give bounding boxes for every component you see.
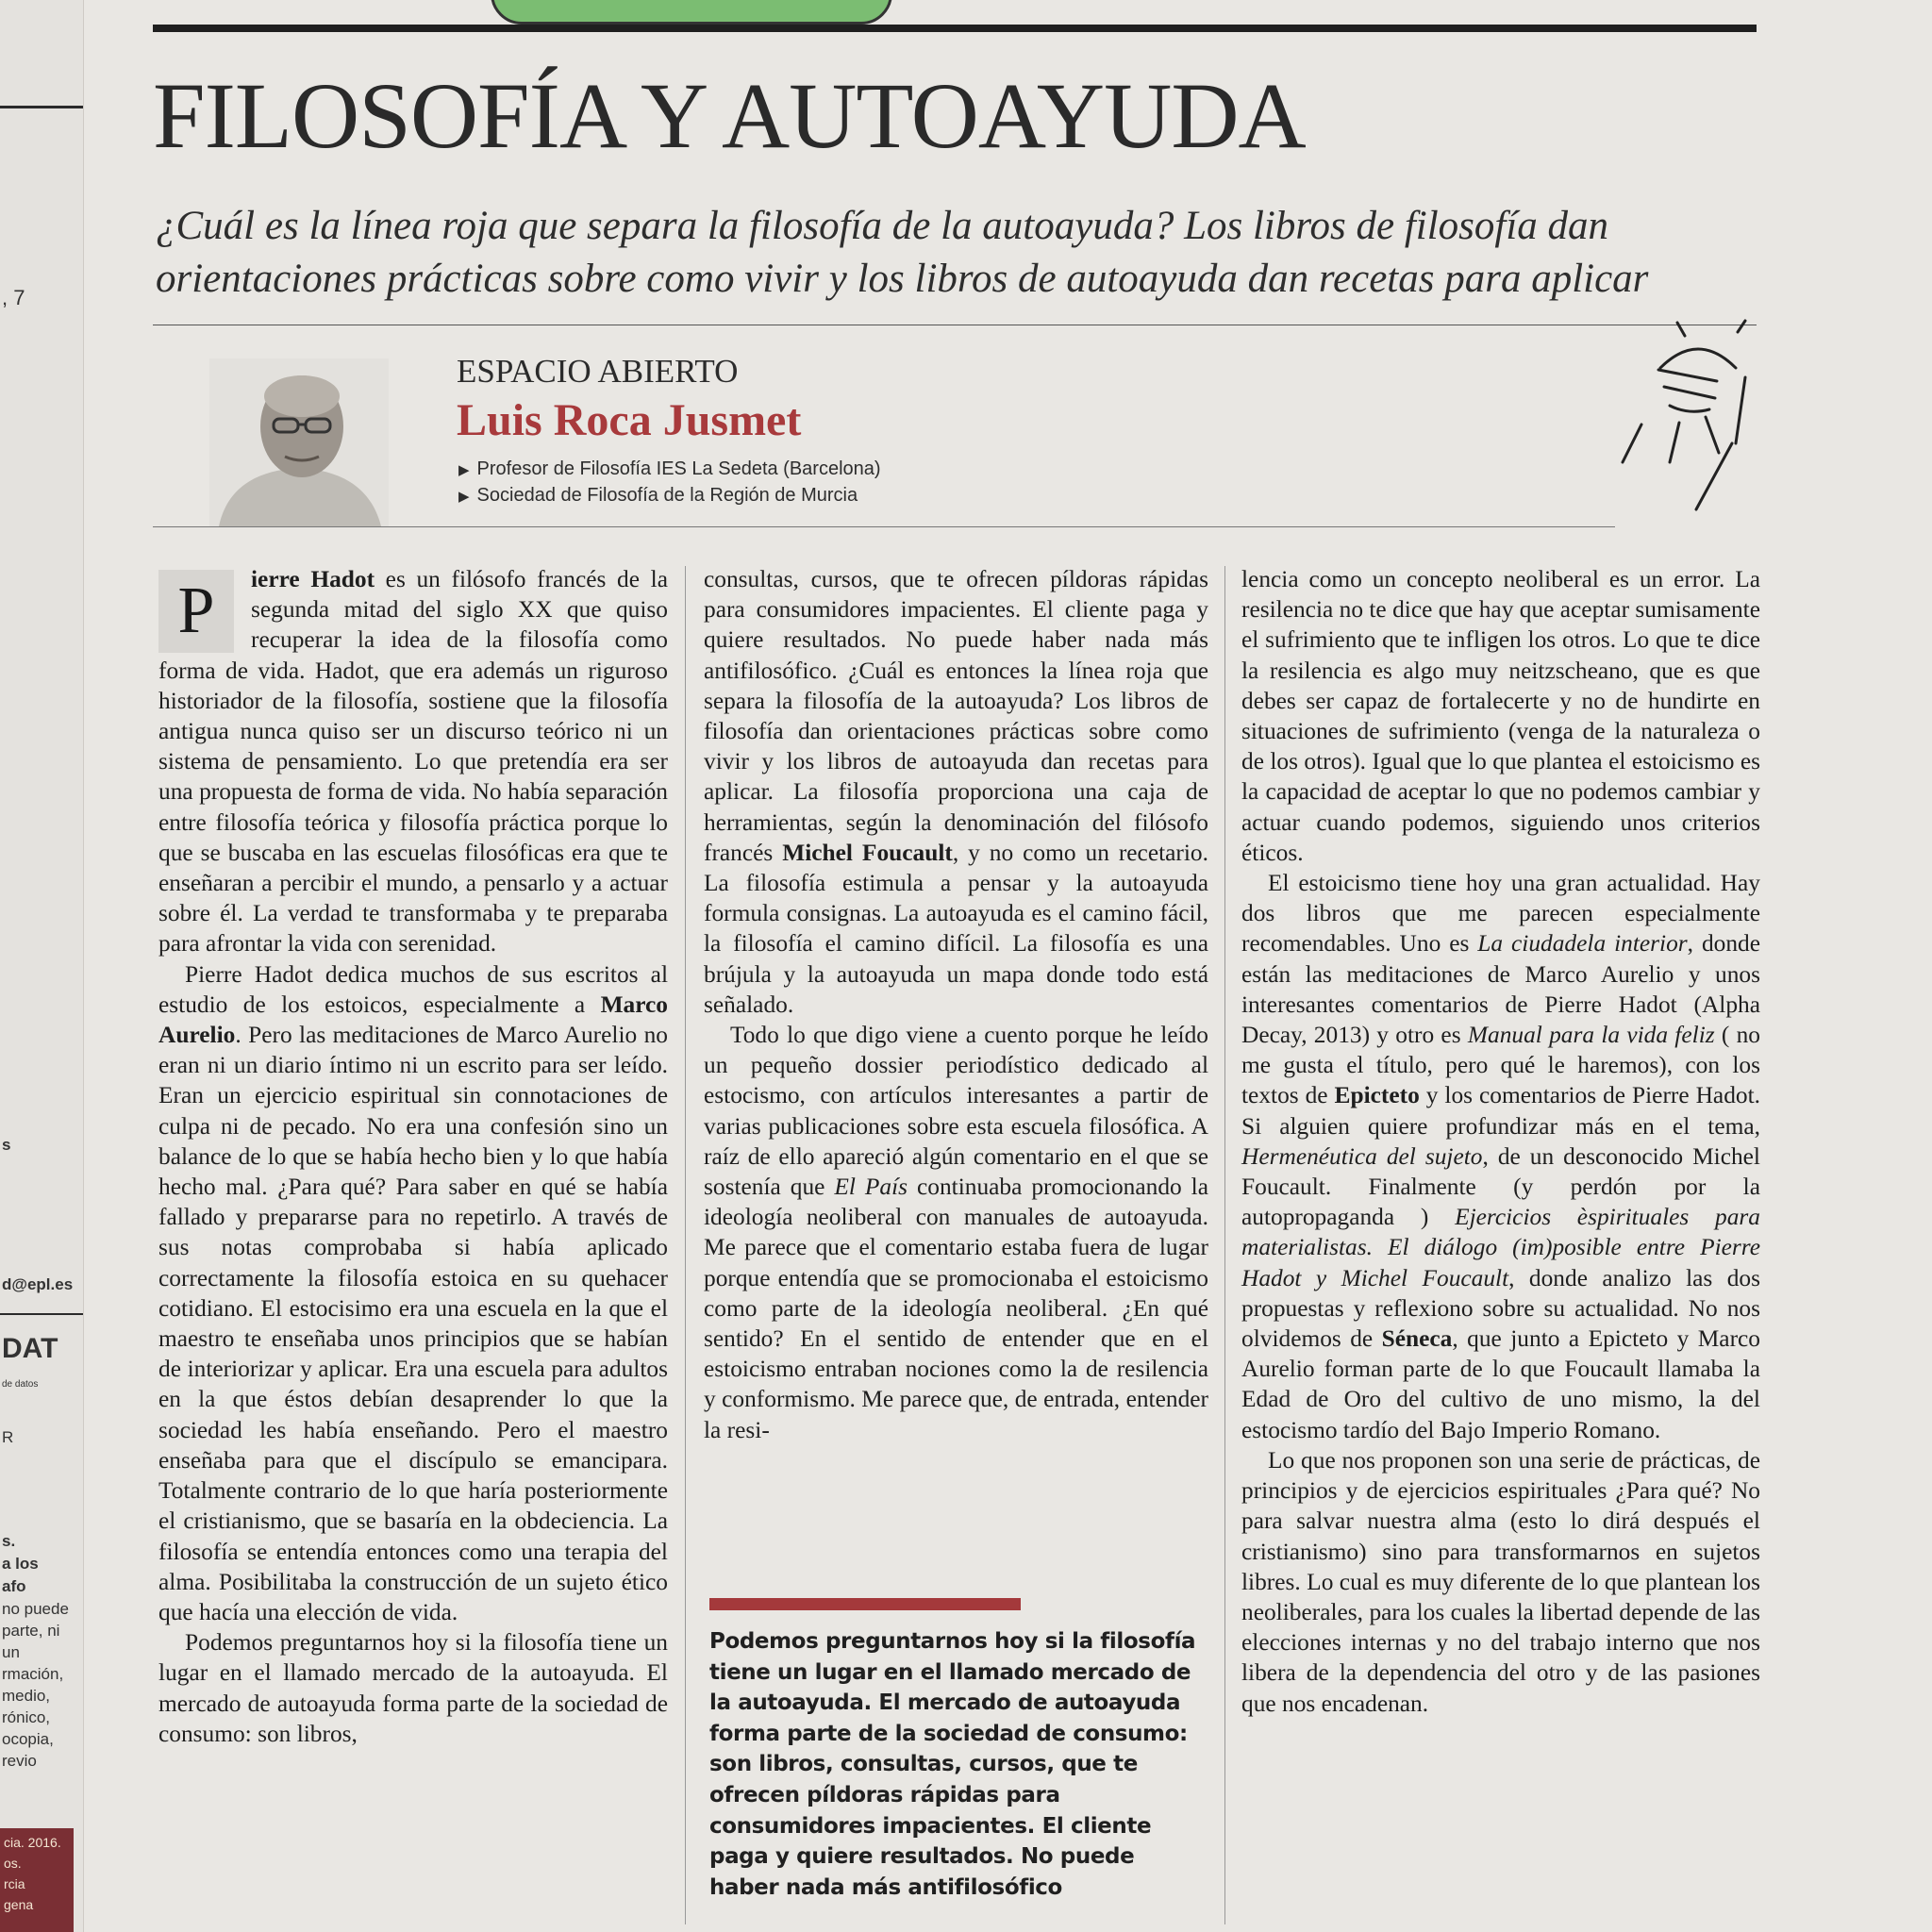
neighbor-logo-text: DAT <box>2 1333 58 1364</box>
author-bio-line <box>458 458 881 480</box>
publication-title: El País <box>834 1174 908 1201</box>
bio-text: Sociedad de Filosofía de la Región de Murcia <box>476 485 858 506</box>
neighbor-fragment: afo <box>2 1577 26 1595</box>
person-name: Séneca <box>1381 1325 1453 1353</box>
paragraph-text: , que junto a Epicteto y Marco Aurelio forman parte de lo que Foucault llamaba la Edad de Oro del cultivo de uno mismo, la del estocismo tardío del Bajo Imperio Romano. <box>1241 1325 1761 1443</box>
article-paragraph: Lo que nos proponen son una serie de prácticas, de principios y de ejercicios espirituales ¿Para qué? No para salvar nuestra alma (esto lo dirá después el cristianismo) sino para transformarnos en sujetos libres. Lo cual es muy diferente de lo que plantean los neoliberales, para los cuales la libertad depende de las elecciones internas y no del trabajo interno que nos libera de la dependencia del otro y de las pasiones que nos encadenan. <box>1241 1446 1760 1717</box>
drop-cap: P <box>158 570 234 653</box>
paragraph-text: continuaba promocionando la ideología neoliberal con manuales de autoayuda. Me parece que el comentario estaba fuera de lugar porque entendía que se promocionaba el estoicismo como parte de la ideología neoliberal. ¿En qué sentido? En el sentido de entender que en el estoicismo entraban nociones como la de resilencia y conformismo. Me parece que, de entrada, entender la resi- <box>704 1174 1208 1443</box>
neighbor-fragment: parte, ni <box>2 1622 60 1640</box>
neighbor-footer-line: os. <box>4 1856 22 1871</box>
book-title: Hermenéutica del sujeto <box>1241 1142 1483 1170</box>
neighbor-fragment: a los <box>2 1555 39 1573</box>
neighbor-fragment: , 7 <box>2 286 25 309</box>
article-paragraph <box>158 564 668 959</box>
article-column-3 <box>1241 564 1760 1719</box>
neighbor-footer-line: gena <box>4 1897 34 1912</box>
paragraph-text: ( no me gusta el título, pero qué le haremos), con los textos de <box>1241 1022 1760 1109</box>
person-name: Marco Aurelio <box>158 991 668 1049</box>
author-name: Luis Roca Jusmet <box>457 395 802 445</box>
neighbor-fragment: s. <box>2 1532 16 1550</box>
neighbor-fragment: rónico, <box>2 1708 51 1726</box>
paragraph-text: . Pero las meditaciones de Marco Aurelio no eran ni un diario íntimo ni un escrito para ser leído. Eran un ejercicio espiritual sin connotaciones de culpa ni de pecado. No era una confesión sino un balance de lo que se había hecho bien y lo que había hecho mal. ¿Para qué? Para saber en qué se había fallado y prepararse para no repetirlo. A través de sus notas comprobaba si había aplicado correctamente la filosofía estoica en su quehacer cotidiano. El estocisimo era una escuela en la que el maestro te enseñaba unos principios que se habían de interiorizar y aplicar. Era una escuela para adultos en la que éstos debían desaprender lo que la sociedad les había enseñando. Pero el maestro enseñaba para que el discípulo se emancipara. Totalmente contrario de lo que haría posteriormente el cristianismo, que se basaría en la obdeciencia. La filosofía se entendía entonces como una terapia del alma. Posibilitaba la construcción de un sujeto ético que hacía una elección de vida. <box>158 1022 668 1625</box>
author-bio-line <box>458 485 858 507</box>
neighbor-fragment: s <box>2 1136 11 1154</box>
thinker-sketch-icon <box>1604 311 1764 519</box>
article-paragraph <box>704 564 1208 1020</box>
pullquote-accent-bar <box>709 1598 1021 1610</box>
article-paragraph: lencia como un concepto neoliberal es un error. La resilencia no te dice que hay que aceptar sumisamente el sufrimiento que te infligen los otros. Lo que te dice la resilencia es algo muy neitzscheano, que es que debes ser capaz de fortalecerte y no de hundirte en situaciones de sufrimiento (venga de la naturaleza o de los otros). Igual que lo que plantea el estoicismo es la capacidad de aceptar lo que no podemos cambiar y actuar cuando podemos, siguiendo unos criterios éticos. <box>1241 566 1760 866</box>
bio-text: Profesor de Filosofía IES La Sedeta (Barcelona) <box>476 458 881 479</box>
article-paragraph <box>704 1020 1208 1445</box>
paragraph-text: El estoicismo tiene hoy una gran actualidad. Hay dos libros que me parecen especialmente recomendables. Uno es <box>1241 870 1760 958</box>
article-column-2 <box>704 564 1208 1445</box>
neighbor-rule <box>0 106 83 108</box>
article-paragraph <box>1241 868 1760 1445</box>
paragraph-text: , de un desconocido Michel Foucault. Finalmente (y perdón por la autopropaganda ) <box>1241 1142 1760 1231</box>
article-column-1 <box>158 564 668 1749</box>
triangle-bullet-icon: ▶ <box>458 489 470 505</box>
neighbor-column-strip <box>0 0 84 1932</box>
book-title: Ejercicios èspirituales para materialistas. El diálogo (im)posible entre Pierre Hadot y Michel Foucault <box>1241 1204 1760 1291</box>
author-photo <box>209 358 389 526</box>
paragraph-text: , donde están las meditaciones de Marco Aurelio y unos interesantes comentarios de Pierre Hadot (Alpha Decay, 2013) y otro es <box>1241 930 1760 1049</box>
column-divider <box>685 566 686 1924</box>
book-title: La ciudadela interior <box>1477 930 1688 958</box>
cartoon-edge <box>491 0 892 25</box>
neighbor-footer-line: cia. 2016. <box>4 1835 61 1850</box>
article-paragraph <box>158 959 668 1627</box>
neighbor-fragment: ocopia, <box>2 1730 54 1748</box>
paragraph-text: Pierre Hadot dedica muchos de sus escritos al estudio de los estoicos, especialmente a <box>158 960 668 1018</box>
subheadline: ¿Cuál es la línea roja que separa la filosofía de la autoayuda? Los libros de filosofía dan orientaciones prácticas sobre como vivir y los libros de autoayuda dan recetas para aplicar <box>156 204 1649 301</box>
article-paragraph: Podemos preguntarnos hoy si la filosofía tiene un lugar en el llamado mercado de la autoayuda. El mercado de autoayuda forma parte de la sociedad de consumo: son libros, <box>158 1629 668 1747</box>
neighbor-fragment: revio <box>2 1752 37 1770</box>
paragraph-text: , donde analizo las dos propuestas y reflexiono sobre su actualidad. No nos olvidemos de <box>1241 1264 1760 1353</box>
paragraph-text: y los comentarios de Pierre Hadot. Si alguien quiere profundizar más en el tema, <box>1241 1082 1760 1140</box>
section-kicker: ESPACIO ABIERTO <box>457 353 739 390</box>
byline-rule <box>153 526 1615 527</box>
neighbor-fragment: de datos <box>2 1379 39 1390</box>
headline: FILOSOFÍA Y AUTOAYUDA <box>153 63 1306 168</box>
paragraph-text: , y no como un recetario. La filosofía estimula a pensar y la autoayuda formula consignas. La autoayuda es el camino fácil, la filosofía el camino difícil. La filosofía es una brújula y la autoayuda un mapa donde todo está señalado. <box>704 839 1208 1018</box>
top-rule <box>153 25 1757 32</box>
column-divider <box>1224 566 1225 1924</box>
book-title: Manual para la vida feliz <box>1467 1022 1715 1049</box>
neighbor-footer-box <box>0 1828 74 1932</box>
neighbor-footer-line: rcia <box>4 1876 25 1891</box>
pullquote: Podemos preguntarnos hoy si la filosofía tiene un lugar en el llamado mercado de la autoayuda. El mercado de autoayuda forma parte de la sociedad de consumo: son libros, consultas, cursos, que te ofrecen píldoras rápidas para consumidores impacientes. El cliente paga y quiere resultados. No puede haber nada más antifilosófico <box>709 1629 1196 1900</box>
neighbor-fragment: un <box>2 1643 20 1661</box>
paragraph-text: consultas, cursos, que te ofrecen píldoras rápidas para consumidores impacientes. El cliente paga y quiere resultados. No puede haber nada más antifilosófico. ¿Cuál es entonces la línea roja que separa la filosofía de la autoayuda? Los libros de filosofía dan orientaciones prácticas sobre como vivir y los libros de autoayuda dan recetas para aplicar. La filosofía proporciona una caja de herramientas, según la denominación del filósofo francés <box>704 566 1208 866</box>
neighbor-fragment: no puede <box>2 1600 69 1618</box>
paragraph-text: es un filósofo francés de la segunda mitad del siglo XX que quiso recuperar la idea de la filosofía como forma de vida. Hadot, que era además un riguroso historiador de la filosofía, sostiene que la filosofía antigua nunca quiso ser un discurso teórico ni un sistema de pensamiento. Lo que pretendía era ser una propuesta de forma de vida. No había separación entre filosofía teórica y filosofía práctica porque lo que se buscaba en las escuelas filosóficas era que te enseñaran a percibir el mundo, a pensarlo y a actuar sobre él. La verdad te transformaba y te preparaba para afrontar la vida con serenidad. <box>158 566 668 958</box>
neighbor-fragment: d@epl.es <box>2 1275 74 1293</box>
neighbor-fragment: rmación, <box>2 1665 64 1683</box>
neighbor-fragment: medio, <box>2 1687 51 1705</box>
person-name: Epicteto <box>1334 1082 1420 1109</box>
person-name: Michel Foucault <box>782 839 953 866</box>
triangle-bullet-icon: ▶ <box>458 462 470 478</box>
neighbor-fragment: R <box>2 1428 14 1446</box>
person-name: ierre Hadot <box>251 566 375 592</box>
neighbor-rule <box>0 1313 83 1315</box>
paragraph-text: Todo lo que digo viene a cuento porque he leído un pequeño dossier periodístico dedicado al estocismo, con artículos interesantes a partir de varias publicaciones sobre esta escuela filosófica. A raíz de ello apareció algún comentario en el que se sostenía que <box>704 1022 1208 1201</box>
